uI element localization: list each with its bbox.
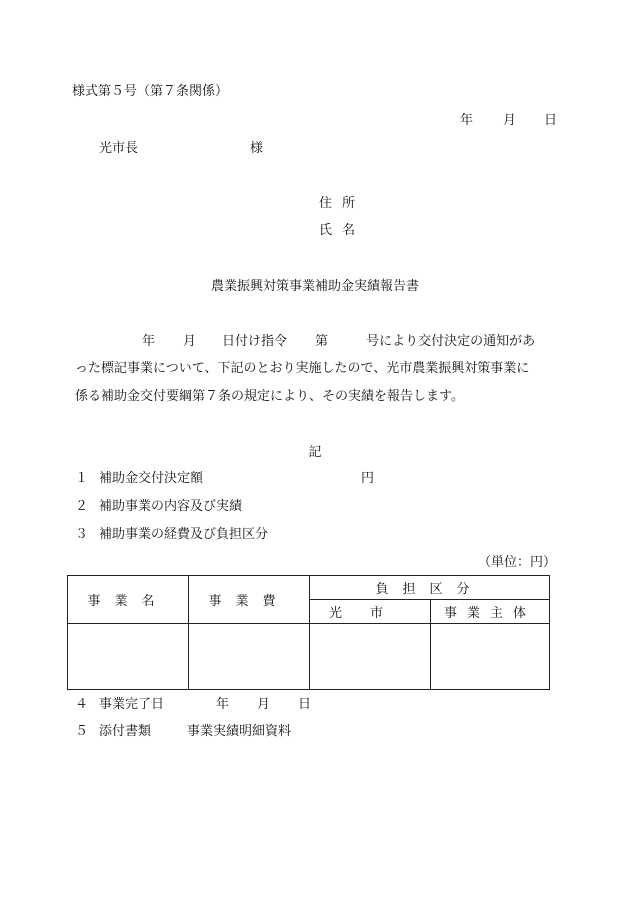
- item-1: [75, 471, 374, 487]
- cell-entity[interactable]: [431, 624, 550, 690]
- header-burden: [310, 576, 550, 600]
- form-number: 様式第５号（第７条関係）: [72, 84, 229, 99]
- item-1-label: 補助金交付決定額: [99, 471, 204, 486]
- ki-heading: 記: [308, 445, 322, 460]
- header-entity: [431, 600, 550, 624]
- header-business-cost-text: 事業費: [208, 594, 290, 609]
- date-day: 日: [544, 113, 558, 128]
- header-business-name: [68, 576, 189, 624]
- item-5: [75, 724, 291, 740]
- header-business-cost: [189, 576, 310, 624]
- item-4-number: ４: [75, 697, 89, 712]
- header-city: [310, 600, 431, 624]
- item-3-label: 補助事業の経費及び負担区分: [99, 527, 269, 542]
- header-business-name-text: 事業名: [87, 594, 169, 609]
- item-2-label: 補助事業の内容及び実績: [99, 499, 243, 514]
- item-4-day: 日: [298, 697, 312, 712]
- cell-business-cost[interactable]: [189, 624, 310, 690]
- body-line-1: [142, 334, 535, 350]
- date-line: [460, 113, 557, 129]
- item-4-year: 年: [216, 697, 230, 712]
- body-dai: 第: [315, 334, 329, 349]
- document-title: 農業振興対策事業補助金実績報告書: [210, 279, 419, 294]
- item-3-number: ３: [75, 527, 89, 542]
- item-2: [75, 499, 242, 515]
- unit-note: （単位：円）: [478, 555, 557, 570]
- date-month: 月: [503, 113, 517, 128]
- body-line1-rest: 号により交付決定の通知があ: [366, 334, 536, 349]
- body-date-text: 日付け指令: [222, 334, 288, 349]
- addressee-name: 光市長: [99, 141, 139, 156]
- body-line-3: 係る補助金交付要綱第７条の規定により、その実績を報告します。: [75, 389, 464, 404]
- body-year: 年: [142, 334, 156, 349]
- item-5-number: ５: [75, 724, 89, 739]
- cell-city[interactable]: [310, 624, 431, 690]
- item-1-yen: 円: [361, 471, 375, 486]
- date-year: 年: [460, 113, 474, 128]
- header-city-text: 光市: [328, 606, 411, 621]
- item-1-number: １: [75, 471, 89, 486]
- item-4: [75, 697, 311, 713]
- item-5-label: 添付書類: [99, 724, 152, 739]
- item-4-label: 事業完了日: [99, 697, 165, 712]
- body-line-2: った標記事業について、下記のとおり実施したので、光市農業振興対策事業に: [75, 361, 530, 376]
- header-entity-text: 事業主体: [443, 606, 536, 621]
- item-2-number: ２: [75, 499, 89, 514]
- name-label: 氏名: [319, 223, 366, 238]
- cost-table: [67, 575, 550, 690]
- addressee-honorific: 様: [250, 141, 264, 156]
- item-4-month: 月: [257, 697, 271, 712]
- addressee: [99, 141, 263, 157]
- item-3: [75, 527, 268, 543]
- body-month: 月: [183, 334, 197, 349]
- cell-business-name[interactable]: [68, 624, 189, 690]
- item-5-value: 事業実績明細資料: [187, 724, 292, 739]
- header-burden-text: 負担区分: [375, 582, 484, 597]
- address-label: 住所: [319, 196, 366, 211]
